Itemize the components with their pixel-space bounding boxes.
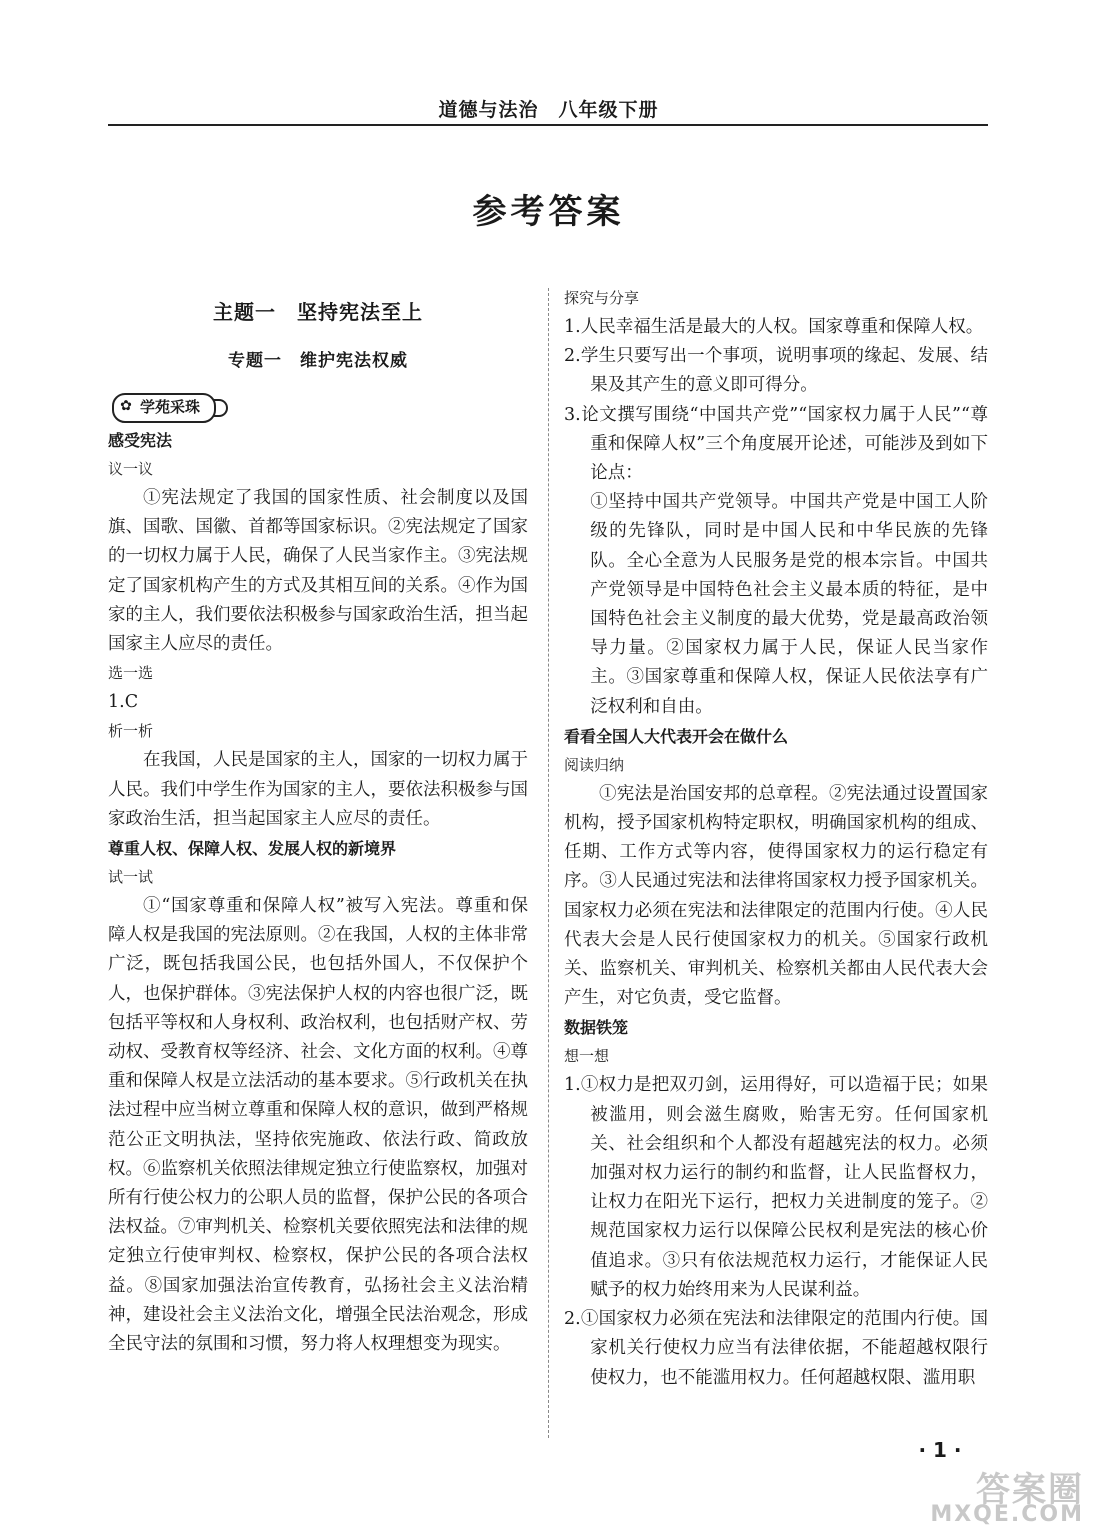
- sub-heading: 选一选: [108, 664, 154, 683]
- answer-paragraph: 在我国，人民是国家的主人，国家的一切权力属于人民。我们中学生作为国家的主人，要依法积极参与国家政治生活，担当起国家主人应尽的责任。: [108, 750, 528, 829]
- section-heading: 数据铁笼: [564, 1018, 629, 1038]
- answer-item: 1.人民幸福生活是最大的人权。国家尊重和保障人权。: [564, 317, 984, 337]
- header-rule: [108, 124, 988, 126]
- sub-heading: 析一析: [108, 722, 154, 741]
- answer-detail: ①坚持中国共产党领导。中国共产党是中国工人阶级的先锋队，同时是中国人民和中华民族的先锋队。全心全意为人民服务是党的根本宗旨。中国共产党领导是中国特色社会主义最本质的特征，是中国特色社会主义制度的最大优势，党是最高政治领导力量。②国家权力属于人民，保证人民当家作主。③国家尊重和保障人权，保证人民依法享有广泛权利和自由。: [590, 492, 988, 717]
- right-column: [564, 284, 988, 1393]
- sub-heading: 阅读归纳: [564, 755, 625, 774]
- left-column: [108, 426, 528, 1359]
- badge-tail-icon: [214, 399, 228, 417]
- answer-item: 2.学生只要写出一个事项，说明事项的缘起、发展、结果及其产生的意义即可得分。: [564, 346, 988, 396]
- header-title: 道德与法治 八年级下册: [438, 99, 659, 121]
- page-title: 参考答案: [472, 192, 625, 232]
- column-divider: [548, 288, 549, 1438]
- watermark-line2: MXQE.COM: [930, 1502, 1084, 1527]
- sub-heading: 议一议: [108, 460, 154, 478]
- section-badge: [112, 393, 216, 423]
- answer-choice: 1.C: [108, 692, 139, 713]
- section-heading: 感受宪法: [108, 431, 173, 450]
- section-heading: 尊重人权、保障人权、发展人权的新境界: [108, 839, 397, 859]
- watermark-line1: 答案圈: [976, 1470, 1084, 1510]
- answer-paragraph: ①宪法是治国安邦的总章程。②宪法通过设置国家机构，授予国家机构特定职权，明确国家机构的组成、任期、工作方式等内容，使得国家权力的运行稳定有序。③人民通过宪法和法律将国家权力授予国家机关。国家权力必须在宪法和法律限定的范围内行使。④人民代表大会是人民行使国家权力的机关。⑤国家行政机关、监察机关、审判机关、检察机关都由人民代表大会产生，对它负责，受它监督。: [564, 783, 988, 1009]
- theme-title: 主题一 坚持宪法至上: [213, 300, 423, 324]
- topic-title: 专题一 维护宪法权威: [228, 351, 408, 371]
- sub-heading: 探究与分享: [564, 289, 640, 307]
- sub-heading: 试一试: [108, 868, 154, 887]
- answer-paragraph: ①“国家尊重和保障人权”被写入宪法。尊重和保障人权是我国的宪法原则。②在我国，人权的主体非常广泛，既包括我国公民，也包括外国人，不仅保护个人，也保护群体。③宪法保护人权的内容也很广泛，既包括平等权和人身权利、政治权利，也包括财产权、劳动权、受教育权等经济、社会、文化方面的权利。④尊重和保障人权是立法活动的基本要求。⑤行政机关在执法过程中应当树立尊重和保障人权的意识，做到严格规范公正文明执法，坚持依宪施政、依法行政、简政放权。⑥监察机关依照法律规定独立行使监察权，加强对所有行使公权力的公职人员的监督，保护公民的各项合法权益。⑦审判机关、检察机关要依照宪法和法律的规定独立行使审判权、检察权，保护公民的各项合法权益。⑧国家加强法治宣传教育，弘扬社会主义法治精神，建设社会主义法治文化，增强全民法治观念，形成全民守法的氛围和习惯，努力将人权理想变为现实。: [108, 896, 528, 1355]
- swirl-icon: ✿: [120, 398, 132, 414]
- answer-item: 1.①权力是把双刃剑，运用得好，可以造福于民；如果被滥用，则会滋生腐败，贻害无穷。任何国家机关、社会组织和个人都没有超越宪法的权力。必须加强对权力运行的制约和监督，让人民监督权力，让权力在阳光下运行，把权力关进制度的笼子。②规范国家权力运行以保障公民权利是宪法的核心价值追求。③只有依法规范权力运行，才能保证人民赋予的权力始终用来为人民谋利益。: [564, 1075, 988, 1300]
- answer-item: 3.论文撰写围绕“中国共产党”“国家权力属于人民”“尊重和保障人权”三个角度展开论述，可能涉及到如下论点：: [564, 404, 988, 484]
- answer-paragraph: ①宪法规定了我国的国家性质、社会制度以及国旗、国歌、国徽、首都等国家标识。②宪法规定了国家的一切权力属于人民，确保了人民当家作主。③宪法规定了国家机构产生的方式及其相互间的关系。④作为国家的主人，我们要依法积极参与国家政治生活，担当起国家主人应尽的责任。: [108, 488, 528, 655]
- answer-item: 2.①国家权力必须在宪法和法律限定的范围内行使。国家机关行使权力应当有法律依据，不能超越权限行使权力，也不能滥用权力。任何超越权限、滥用职: [564, 1309, 988, 1388]
- watermark: [914, 1462, 1084, 1532]
- sub-heading: 想一想: [564, 1047, 610, 1066]
- section-heading: 看看全国人大代表开会在做什么: [564, 726, 789, 746]
- section-badge-label: 学苑采珠: [140, 398, 201, 416]
- page-number: · 1 ·: [918, 1438, 962, 1462]
